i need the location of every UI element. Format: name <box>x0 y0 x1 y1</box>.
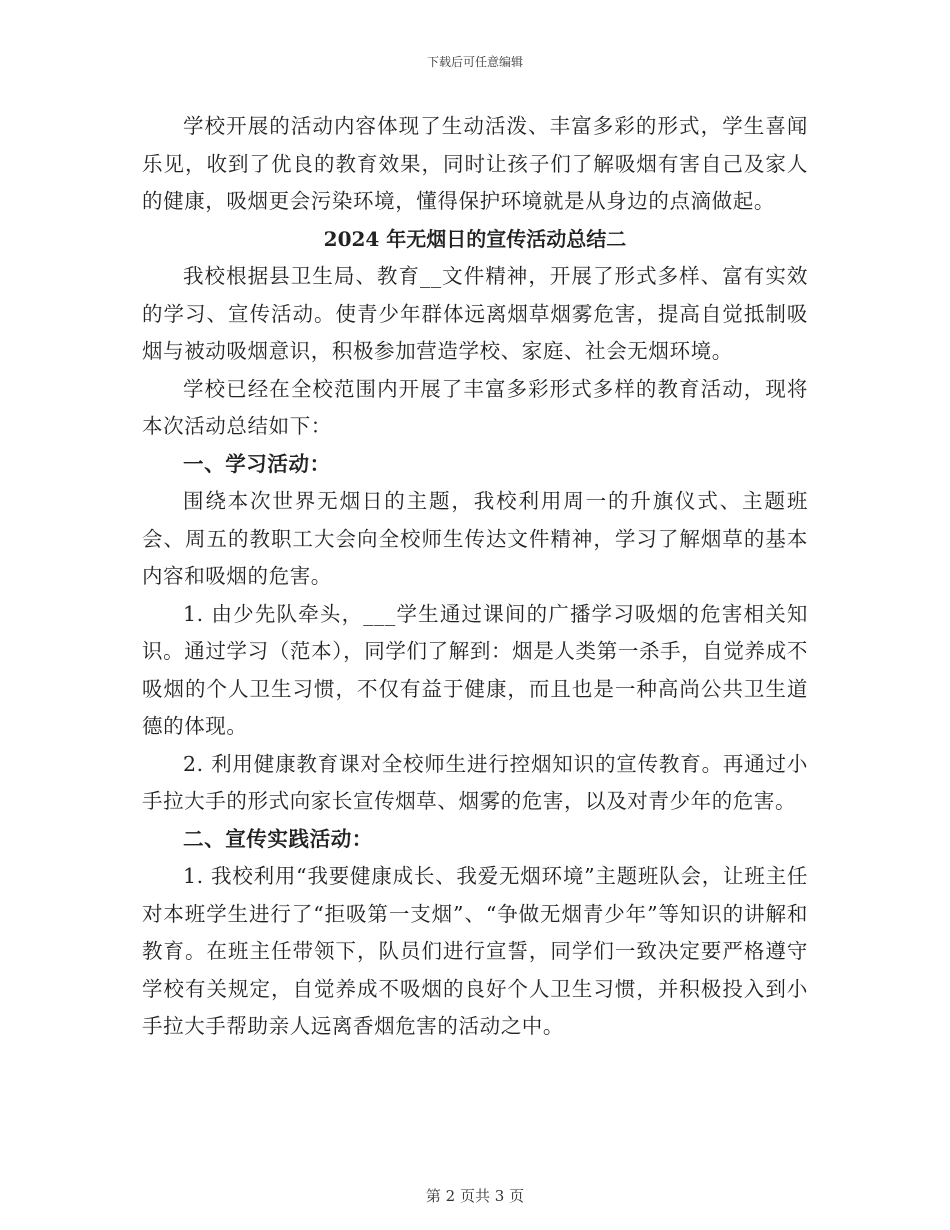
section-title: 2024 年无烟日的宣传活动总结二 <box>323 226 627 251</box>
intro-paragraph: 学校开展的活动内容体现了生动活泼、丰富多彩的形式，学生喜闻乐见，收到了优良的教育效果，同时让孩子们了解吸烟有害自己及家人的健康，吸烟更会污染环境，懂得保护环境就是从身边的点滴做起。 <box>142 114 808 213</box>
document-body <box>142 108 808 1046</box>
page-header: 下载后可任意编辑 <box>426 55 523 69</box>
paragraph-4: 1. 由少先队牵头，___学生通过课间的广播学习吸烟的危害相关知识。通过学习（范本），同学们了解到：烟是人类第一杀手，自觉养成不吸烟的个人卫生习惯，不仅有益于健康，而且也是一种高尚公共卫生道德的体现。 <box>142 601 808 738</box>
section-heading-2: 二、宣传实践活动： <box>183 826 373 851</box>
paragraph-5: 2. 利用健康教育课对全校师生进行控烟知识的宣传教育。再通过小手拉大手的形式向家长宣传烟草、烟雾的危害，以及对青少年的危害。 <box>142 751 808 813</box>
section-heading-1: 一、学习活动： <box>183 451 331 476</box>
paragraph-2: 学校已经在全校范围内开展了丰富多彩形式多样的教育活动，现将本次活动总结如下： <box>142 376 808 438</box>
paragraph-3: 围绕本次世界无烟日的主题，我校利用周一的升旗仪式、主题班会、周五的教职工大会向全校师生传达文件精神，学习了解烟草的基本内容和吸烟的危害。 <box>142 489 808 588</box>
paragraph-6: 1. 我校利用“我要健康成长、我爱无烟环境”主题班队会，让班主任对本班学生进行了“拒吸第一支烟”、“争做无烟青少年”等知识的讲解和教育。在班主任带领下，队员们进行宣誓，同学们一致决定要严格遵守学校有关规定，自觉养成不吸烟的良好个人卫生习惯，并积极投入到小手拉大手帮助亲人远离香烟危害的活动之中。 <box>142 864 808 1038</box>
paragraph-1: 我校根据县卫生局、教育__文件精神，开展了形式多样、富有实效的学习、宣传活动。使青少年群体远离烟草烟雾危害，提高自觉抵制吸烟与被动吸烟意识，积极参加营造学校、家庭、社会无烟环境。 <box>142 264 808 363</box>
page-footer: 第 2 页共 3 页 <box>425 1187 525 1205</box>
